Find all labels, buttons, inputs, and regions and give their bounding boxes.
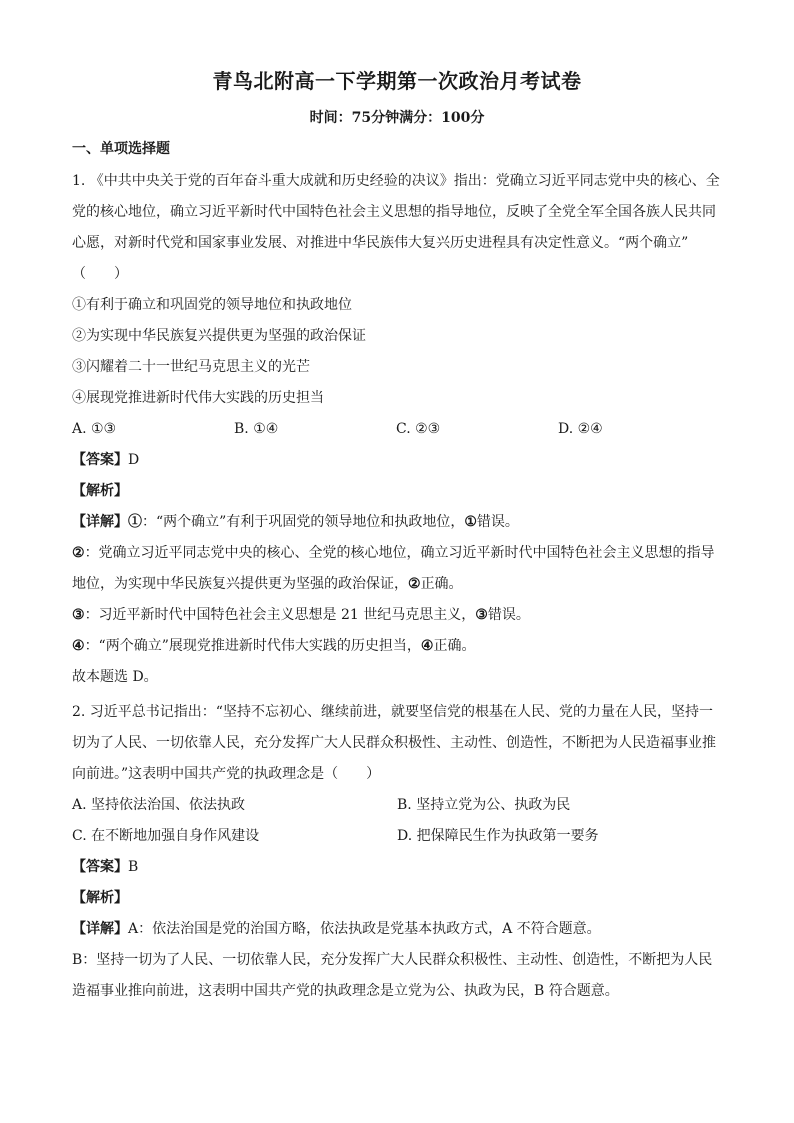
q1-answer [72, 445, 722, 476]
answer-label: 【答案】 [72, 859, 128, 875]
detail-text: ：“两个确立”展现党推进新时代伟大实践的历史担当， [84, 638, 421, 654]
q1-detail-2 [72, 538, 722, 569]
exam-title: 青鸟北附高一下学期第一次政治月考试卷 [212, 69, 582, 93]
q2-option-d: D. 把保障民生作为执政第一要务 [397, 828, 599, 844]
item-number: ① [128, 514, 142, 530]
q1-stem-line: 1. 《中共中央关于党的百年奋斗重大成就和历史经验的决议》指出：党确立习近平同志党中央的核心、全 [72, 173, 720, 189]
q1-detail-2-cont [72, 569, 722, 600]
q1-stem-line: 党的核心地位，确立习近平新时代中国特色社会主义思想的指导地位，反映了全党全军全国各族人民共同 [72, 204, 716, 220]
answer-value: B [128, 859, 139, 875]
item-number: ③ [72, 607, 85, 623]
item-number: ④ [420, 638, 434, 654]
item-number: ④ [72, 638, 85, 654]
detail-text: ：党确立习近平同志党中央的核心、全党的核心地位，确立习近平新时代中国特色社会主义思想的指导 [84, 545, 715, 561]
analysis-label: 【解析】 [72, 483, 128, 499]
exam-subtitle: 时间：75分钟满分：100分 [309, 110, 485, 126]
answer-label: 【答案】 [72, 452, 128, 468]
q1-detail-3 [72, 600, 722, 631]
q2-option-c: C. 在不断地加强自身作风建设 [72, 828, 260, 844]
q1-option-b: B. ①④ [234, 421, 279, 437]
item-number: ① [464, 514, 477, 530]
detail-verdict: 正确。 [433, 638, 476, 654]
q1-options [72, 414, 722, 445]
answer-value: D [128, 452, 140, 468]
item-number: ② [72, 545, 85, 561]
q2-option-a: A. 坚持依法治国、依法执政 [72, 797, 246, 813]
q1-conclusion: 故本题选 D。 [72, 669, 158, 685]
q2-answer [72, 852, 722, 883]
detail-label: 【详解】 [72, 514, 128, 530]
q1-detail-1 [72, 507, 722, 538]
q2-detail-b-cont: 造福事业推向前进，这表明中国共产党的执政理念是立党为公、执政为民，B 符合题意。 [72, 983, 619, 999]
detail-text: ：习近平新时代中国特色社会主义思想是 21 世纪马克思主义， [84, 607, 476, 623]
q1-detail-4 [72, 631, 722, 662]
q2-stem-line: 切为了人民、一切依靠人民，充分发挥广大人民群众积极性、主动性、创造性，不断把为人民造福事业推 [72, 735, 716, 751]
q1-item: ②为实现中华民族复兴提供更为坚强的政治保证 [72, 328, 366, 344]
q1-option-a: A. ①③ [72, 421, 117, 437]
question-2 [72, 697, 722, 1007]
item-number: ③ [475, 607, 488, 623]
analysis-label: 【解析】 [72, 890, 128, 906]
detail-text: 地位，为实现中华民族复兴提供更为坚强的政治保证， [72, 576, 408, 592]
q1-stem-line: 心愿，对新时代党和国家事业发展、对推进中华民族伟大复兴历史进程具有决定性意义。“两个确立” [72, 235, 689, 251]
detail-text: A：依法治国是党的治国方略，依法执政是党基本执政方式，A 不符合题意。 [128, 921, 601, 937]
detail-text: ：“两个确立”有利于巩固党的领导地位和执政地位， [142, 514, 465, 530]
q1-item: ③闪耀着二十一世纪马克思主义的光芒 [72, 359, 310, 375]
q2-detail-a [72, 914, 722, 945]
q1-stem-blank: （ ） [72, 266, 128, 282]
q1-item: ①有利于确立和巩固党的领导地位和执政地位 [72, 297, 352, 313]
q2-analysis [72, 883, 722, 914]
detail-verdict: 错误。 [476, 514, 519, 530]
q2-options [72, 790, 722, 852]
q2-stem-line: 向前进。”这表明中国共产党的执政理念是（ ） [72, 766, 381, 782]
q2-stem-line: 2. 习近平总书记指出：“坚持不忘初心、继续前进，就要坚信党的根基在人民、党的力量在人民，坚持一 [72, 704, 713, 720]
q1-option-d: D. ②④ [558, 421, 603, 437]
detail-verdict: 正确。 [420, 576, 463, 592]
item-number: ② [408, 576, 421, 592]
q1-analysis [72, 476, 722, 507]
detail-label: 【详解】 [72, 921, 128, 937]
section-heading: 一、单项选择题 [72, 141, 170, 157]
question-1 [72, 166, 722, 693]
q2-option-b: B. 坚持立党为公、执政为民 [397, 797, 571, 813]
q1-option-c: C. ②③ [396, 421, 441, 437]
detail-verdict: 错误。 [487, 607, 530, 623]
q1-item: ④展现党推进新时代伟大实践的历史担当 [72, 390, 324, 406]
q2-detail-b: B：坚持一切为了人民、一切依靠人民，充分发挥广大人民群众积极性、主动性、创造性，不断把为人民 [72, 952, 713, 968]
